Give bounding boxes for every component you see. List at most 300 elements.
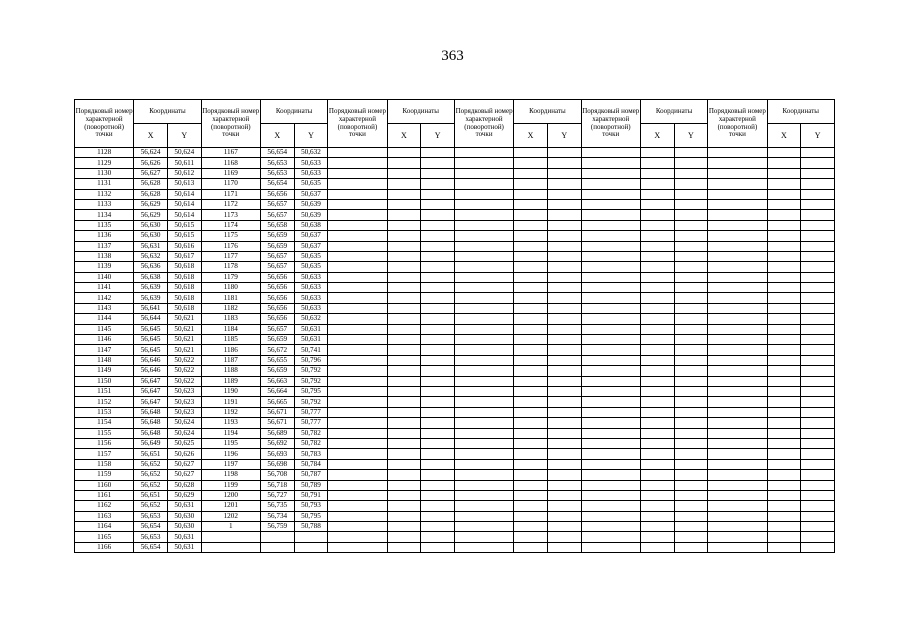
cell-empty: [674, 397, 708, 407]
cell-empty: [581, 231, 640, 241]
cell-empty: [640, 262, 674, 272]
cell-empty: [454, 231, 513, 241]
cell-empty: [547, 303, 581, 313]
cell-number: 1153: [75, 407, 134, 417]
header-point-number: Порядковый номер характерной (поворотной) точки: [708, 100, 767, 148]
cell-empty: [514, 199, 548, 209]
header-y: Y: [801, 124, 835, 148]
cell-empty: [328, 522, 387, 532]
cell-empty: [328, 366, 387, 376]
cell-empty: [514, 251, 548, 261]
cell-empty: [547, 199, 581, 209]
table-row: [75, 189, 835, 199]
cell-x: 56,664: [260, 386, 294, 396]
cell-y: 50,635: [294, 262, 328, 272]
cell-empty: [328, 293, 387, 303]
cell-empty: [421, 199, 455, 209]
cell-empty: [674, 522, 708, 532]
cell-y: 50,792: [294, 366, 328, 376]
cell-empty: [674, 324, 708, 334]
cell-number: 1129: [75, 158, 134, 168]
cell-number: 1145: [75, 324, 134, 334]
header-coordinates: Координаты: [514, 100, 581, 124]
cell-empty: [328, 345, 387, 355]
cell-empty: [387, 480, 421, 490]
cell-empty: [708, 303, 767, 313]
cell-x: 56,626: [134, 158, 168, 168]
cell-empty: [514, 428, 548, 438]
cell-empty: [514, 272, 548, 282]
cell-empty: [767, 407, 801, 417]
cell-empty: [708, 459, 767, 469]
cell-y: 50,628: [167, 480, 201, 490]
cell-y: 50,618: [167, 283, 201, 293]
cell-empty: [514, 324, 548, 334]
cell-empty: [454, 501, 513, 511]
cell-empty: [547, 418, 581, 428]
cell-empty: [640, 532, 674, 542]
cell-empty: [708, 251, 767, 261]
cell-x: 56,639: [134, 293, 168, 303]
cell-y: 50,621: [167, 314, 201, 324]
cell-y: 50,616: [167, 241, 201, 251]
cell-empty: [328, 470, 387, 480]
cell-number: 1147: [75, 345, 134, 355]
table-row: [75, 272, 835, 282]
cell-x: 56,649: [134, 438, 168, 448]
header-y: Y: [294, 124, 328, 148]
cell-empty: [708, 480, 767, 490]
cell-number: 1193: [201, 418, 260, 428]
cell-number: 1168: [201, 158, 260, 168]
cell-y: 50,622: [167, 366, 201, 376]
cell-y: 50,624: [167, 148, 201, 158]
cell-empty: [767, 345, 801, 355]
table-row: [75, 366, 835, 376]
cell-empty: [674, 283, 708, 293]
cell-empty: [581, 407, 640, 417]
cell-empty: [387, 470, 421, 480]
cell-number: 1172: [201, 199, 260, 209]
cell-number: 1164: [75, 522, 134, 532]
cell-empty: [454, 459, 513, 469]
cell-empty: [708, 386, 767, 396]
cell-empty: [801, 324, 835, 334]
cell-empty: [547, 501, 581, 511]
cell-empty: [547, 490, 581, 500]
cell-empty: [581, 179, 640, 189]
cell-empty: [640, 449, 674, 459]
cell-empty: [454, 241, 513, 251]
table-row: [75, 470, 835, 480]
cell-y: 50,627: [167, 459, 201, 469]
header-point-number: Порядковый номер характерной (поворотной) точки: [581, 100, 640, 148]
cell-empty: [674, 355, 708, 365]
cell-empty: [767, 542, 801, 552]
cell-empty: [640, 251, 674, 261]
cell-empty: [767, 148, 801, 158]
cell-empty: [674, 241, 708, 251]
cell-empty: [708, 293, 767, 303]
cell-empty: [767, 335, 801, 345]
cell-empty: [674, 272, 708, 282]
cell-empty: [581, 335, 640, 345]
cell-y: 50,614: [167, 199, 201, 209]
header-x: X: [134, 124, 168, 148]
cell-empty: [328, 220, 387, 230]
cell-empty: [547, 345, 581, 355]
cell-empty: [801, 407, 835, 417]
cell-empty: [514, 490, 548, 500]
cell-x: 56,639: [134, 283, 168, 293]
cell-x: 56,652: [134, 459, 168, 469]
cell-empty: [801, 532, 835, 542]
cell-empty: [640, 470, 674, 480]
cell-empty: [801, 251, 835, 261]
cell-y: 50,622: [167, 376, 201, 386]
cell-empty: [421, 407, 455, 417]
cell-empty: [387, 428, 421, 438]
cell-empty: [514, 470, 548, 480]
cell-empty: [387, 522, 421, 532]
cell-y: 50,792: [294, 376, 328, 386]
cell-empty: [708, 542, 767, 552]
header-coordinates: Координаты: [134, 100, 201, 124]
cell-empty: [547, 293, 581, 303]
cell-empty: [454, 428, 513, 438]
cell-empty: [801, 542, 835, 552]
cell-empty: [674, 262, 708, 272]
cell-empty: [421, 397, 455, 407]
cell-empty: [421, 418, 455, 428]
cell-empty: [640, 501, 674, 511]
cell-number: 1149: [75, 366, 134, 376]
cell-empty: [514, 148, 548, 158]
cell-y: 50,614: [167, 210, 201, 220]
cell-empty: [708, 345, 767, 355]
cell-y: 50,630: [167, 511, 201, 521]
cell-empty: [640, 199, 674, 209]
cell-empty: [801, 501, 835, 511]
table-row: [75, 293, 835, 303]
cell-empty: [328, 324, 387, 334]
cell-number: 1156: [75, 438, 134, 448]
cell-empty: [454, 532, 513, 542]
cell-empty: [674, 335, 708, 345]
cell-x: 56,656: [260, 293, 294, 303]
cell-empty: [454, 397, 513, 407]
cell-empty: [328, 314, 387, 324]
cell-x: 56,644: [134, 314, 168, 324]
cell-x: 56,671: [260, 418, 294, 428]
cell-empty: [514, 168, 548, 178]
cell-empty: [454, 470, 513, 480]
cell-y: 50,633: [294, 272, 328, 282]
cell-empty: [387, 386, 421, 396]
cell-empty: [387, 210, 421, 220]
cell-empty: [328, 210, 387, 220]
cell-empty: [801, 449, 835, 459]
cell-empty: [547, 241, 581, 251]
cell-y: 50,627: [167, 470, 201, 480]
cell-empty: [581, 148, 640, 158]
cell-empty: [767, 397, 801, 407]
cell-empty: [454, 251, 513, 261]
cell-empty: [581, 241, 640, 251]
cell-y: 50,787: [294, 470, 328, 480]
cell-number: 1188: [201, 366, 260, 376]
cell-empty: [674, 158, 708, 168]
table-row: [75, 490, 835, 500]
cell-empty: [581, 210, 640, 220]
cell-empty: [581, 293, 640, 303]
cell-x: 56,627: [134, 168, 168, 178]
cell-empty: [767, 459, 801, 469]
cell-empty: [581, 199, 640, 209]
table-row: [75, 220, 835, 230]
cell-empty: [708, 148, 767, 158]
cell-empty: [581, 480, 640, 490]
cell-number: 1151: [75, 386, 134, 396]
cell-empty: [421, 168, 455, 178]
cell-empty: [767, 501, 801, 511]
cell-empty: [421, 345, 455, 355]
cell-empty: [767, 210, 801, 220]
cell-empty: [421, 511, 455, 521]
cell-empty: [674, 386, 708, 396]
cell-empty: [708, 501, 767, 511]
header-x: X: [640, 124, 674, 148]
cell-number: 1146: [75, 335, 134, 345]
cell-y: 50,622: [167, 355, 201, 365]
cell-empty: [674, 210, 708, 220]
cell-y: 50,631: [167, 532, 201, 542]
cell-x: 56,735: [260, 501, 294, 511]
cell-empty: [454, 418, 513, 428]
cell-number: 1170: [201, 179, 260, 189]
cell-y: 50,793: [294, 501, 328, 511]
cell-empty: [708, 470, 767, 480]
cell-empty: [640, 293, 674, 303]
cell-empty: [454, 449, 513, 459]
cell-empty: [514, 438, 548, 448]
cell-empty: [328, 438, 387, 448]
cell-y: 50,791: [294, 490, 328, 500]
cell-empty: [514, 376, 548, 386]
cell-empty: [328, 231, 387, 241]
cell-empty: [801, 293, 835, 303]
cell-y: 50,618: [167, 293, 201, 303]
cell-empty: [581, 522, 640, 532]
cell-empty: [421, 428, 455, 438]
cell-empty: [581, 397, 640, 407]
cell-empty: [801, 220, 835, 230]
cell-y: 50,792: [294, 397, 328, 407]
table-row: [75, 168, 835, 178]
table-row: [75, 231, 835, 241]
cell-y: 50,637: [294, 231, 328, 241]
cell-empty: [547, 480, 581, 490]
cell-x: 56,641: [134, 303, 168, 313]
cell-empty: [514, 314, 548, 324]
cell-empty: [328, 158, 387, 168]
cell-empty: [328, 199, 387, 209]
cell-empty: [801, 355, 835, 365]
table-row: [75, 345, 835, 355]
cell-empty: [581, 303, 640, 313]
cell-empty: [708, 283, 767, 293]
cell-empty: [454, 438, 513, 448]
cell-empty: [801, 345, 835, 355]
cell-y: 50,631: [294, 335, 328, 345]
cell-y: 50,783: [294, 449, 328, 459]
cell-y: 50,784: [294, 459, 328, 469]
cell-number: 1165: [75, 532, 134, 542]
cell-empty: [674, 366, 708, 376]
cell-empty: [514, 231, 548, 241]
cell-y: 50,639: [294, 199, 328, 209]
cell-x: 56,659: [260, 366, 294, 376]
cell-number: 1: [201, 522, 260, 532]
cell-empty: [640, 148, 674, 158]
cell-empty: [547, 210, 581, 220]
cell-empty: [387, 241, 421, 251]
cell-empty: [767, 386, 801, 396]
cell-number: 1130: [75, 168, 134, 178]
cell-number: [201, 542, 260, 552]
cell-empty: [387, 542, 421, 552]
cell-empty: [387, 199, 421, 209]
cell-empty: [767, 490, 801, 500]
header-coordinates: Координаты: [260, 100, 327, 124]
cell-empty: [547, 542, 581, 552]
cell-empty: [547, 366, 581, 376]
cell-number: 1175: [201, 231, 260, 241]
cell-empty: [801, 303, 835, 313]
cell-x: 56,653: [260, 168, 294, 178]
cell-number: 1135: [75, 220, 134, 230]
cell-empty: [801, 272, 835, 282]
cell-empty: [767, 251, 801, 261]
cell-empty: [708, 272, 767, 282]
cell-empty: [674, 532, 708, 542]
cell-x: 56,647: [134, 397, 168, 407]
cell-empty: [581, 490, 640, 500]
cell-number: 1192: [201, 407, 260, 417]
cell-empty: [421, 179, 455, 189]
cell-number: 1187: [201, 355, 260, 365]
table-row: [75, 407, 835, 417]
cell-empty: [421, 324, 455, 334]
cell-empty: [801, 210, 835, 220]
cell-y: 50,633: [294, 303, 328, 313]
cell-empty: [801, 490, 835, 500]
cell-empty: [640, 324, 674, 334]
cell-empty: [421, 262, 455, 272]
cell-empty: [454, 386, 513, 396]
cell-x: 56,654: [134, 522, 168, 532]
header-y: Y: [167, 124, 201, 148]
cell-empty: [514, 366, 548, 376]
cell-y: 50,789: [294, 480, 328, 490]
cell-empty: [708, 428, 767, 438]
cell-x: 56,657: [260, 210, 294, 220]
cell-empty: [387, 490, 421, 500]
cell-x: 56,651: [134, 449, 168, 459]
table-row: [75, 480, 835, 490]
cell-empty: [674, 470, 708, 480]
cell-y: 50,796: [294, 355, 328, 365]
cell-empty: [454, 480, 513, 490]
cell-empty: [801, 335, 835, 345]
cell-number: 1166: [75, 542, 134, 552]
cell-empty: [421, 386, 455, 396]
cell-empty: [421, 449, 455, 459]
cell-number: [201, 532, 260, 542]
cell-empty: [581, 272, 640, 282]
cell-x: 56,646: [134, 366, 168, 376]
table-row: [75, 501, 835, 511]
cell-number: 1141: [75, 283, 134, 293]
cell-y: 50,621: [167, 345, 201, 355]
cell-empty: [767, 241, 801, 251]
cell-x: 56,631: [134, 241, 168, 251]
cell-empty: [454, 272, 513, 282]
cell-x: 56,630: [134, 231, 168, 241]
table-row: [75, 314, 835, 324]
cell-empty: [454, 210, 513, 220]
cell-number: 1154: [75, 418, 134, 428]
cell-empty: [674, 480, 708, 490]
cell-empty: [547, 407, 581, 417]
cell-empty: [514, 397, 548, 407]
cell-empty: [640, 345, 674, 355]
cell-y: 50,621: [167, 324, 201, 334]
cell-empty: [674, 511, 708, 521]
cell-empty: [674, 449, 708, 459]
cell-empty: [674, 428, 708, 438]
header-point-number: Порядковый номер характерной (поворотной) точки: [454, 100, 513, 148]
cell-number: 1140: [75, 272, 134, 282]
cell-x: 56,657: [260, 324, 294, 334]
cell-empty: [387, 251, 421, 261]
cell-empty: [547, 522, 581, 532]
cell-empty: [454, 283, 513, 293]
cell-empty: [581, 459, 640, 469]
cell-y: 50,615: [167, 231, 201, 241]
cell-empty: [708, 335, 767, 345]
cell-empty: [640, 459, 674, 469]
cell-empty: [767, 522, 801, 532]
cell-empty: [674, 501, 708, 511]
cell-empty: [328, 449, 387, 459]
cell-number: 1162: [75, 501, 134, 511]
cell-empty: [674, 189, 708, 199]
table-row: [75, 459, 835, 469]
cell-number: 1138: [75, 251, 134, 261]
cell-empty: [801, 522, 835, 532]
cell-x: 56,630: [134, 220, 168, 230]
cell-empty: [454, 303, 513, 313]
table-row: [75, 335, 835, 345]
cell-empty: [708, 220, 767, 230]
cell-empty: [454, 189, 513, 199]
cell-empty: [708, 262, 767, 272]
cell-empty: [708, 355, 767, 365]
cell-empty: [454, 324, 513, 334]
cell-y: 50,637: [294, 189, 328, 199]
cell-number: 1132: [75, 189, 134, 199]
